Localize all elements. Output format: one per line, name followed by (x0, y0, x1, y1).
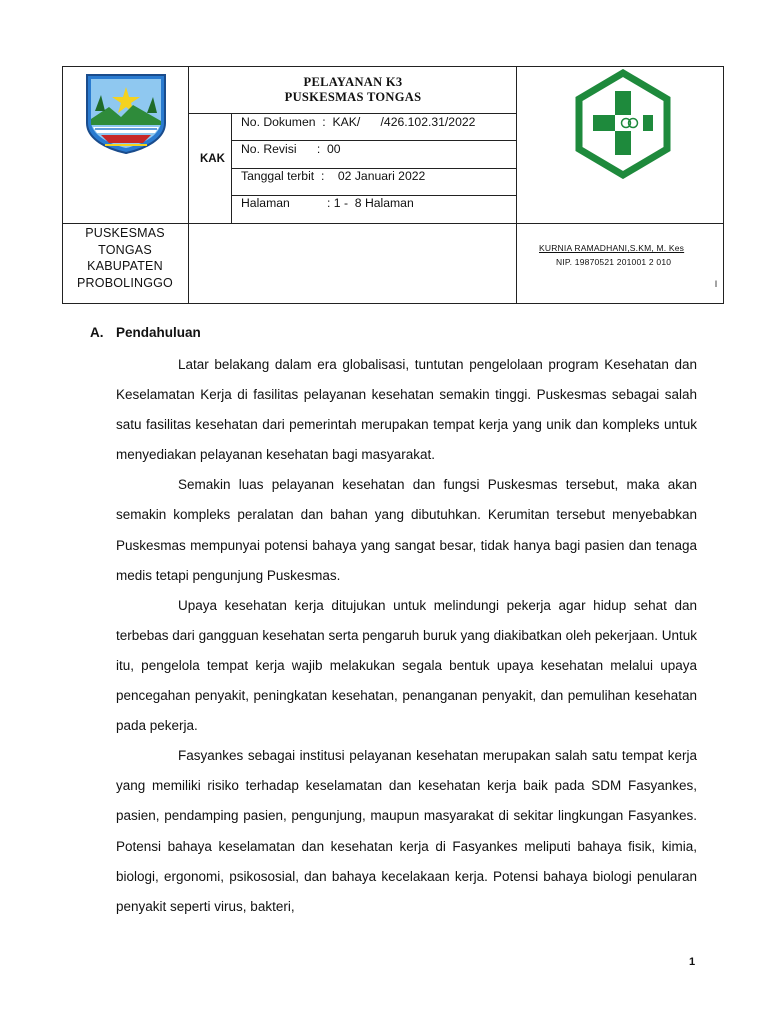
row-divider (188, 113, 517, 114)
signatory-nip: NIP. 19870521 201001 2 010 (556, 257, 672, 267)
revision-row: No. Revisi : 00 (241, 142, 341, 156)
document-header-table (62, 66, 724, 304)
puskesmas-logo-icon (573, 69, 673, 179)
issue-date-row: Tanggal terbit : 02 Januari 2022 (241, 169, 426, 183)
document-title (189, 67, 517, 113)
doc-number-row: No. Dokumen : KAK/ /426.102.31/2022 (241, 115, 476, 129)
paragraph: Upaya kesehatan kerja ditujukan untuk melindungi pekerja agar hidup sehat dan terbebas dari gangguan kesehatan serta pengaruh buruk yang diakibatkan oleh pekerjaan. Untuk itu, pengelola tempat kerja wajib melakukan segala bentuk upaya kesehatan melalui upaya pencegahan penyakit, peningkatan kesehatan, penanganan penyakit, dan pemulihan kesehatan pada pekerja. (116, 597, 697, 734)
org-line: KABUPATEN (87, 259, 163, 273)
signature-mark: l (715, 279, 717, 289)
page-number: 1 (689, 956, 696, 968)
org-line: PROBOLINGGO (77, 275, 173, 290)
paragraph: Fasyankes sebagai institusi pelayanan kesehatan merupakan salah satu tempat kerja yang memiliki risiko terhadap keselamatan dan kesehatan kerja baik pada SDM Fasyankes, pasien, pendamping pasien, pengunjung, maupun masyarakat di sekitar lingkungan Fasyankes. Potensi bahaya keselamatan dan kesehatan kerja di Fasyankes meliputi bahaya fisik, kimia, biologi, ergonomi, psikososial, dan bahaya kecelakaan kerja. Potensi bahaya biologi penularan penyakit seperti virus, bakteri, (116, 748, 697, 914)
organization-name (63, 223, 187, 305)
section-title: Pendahuluan (116, 325, 201, 340)
paragraph: Semakin luas pelayanan kesehatan dan fungsi Puskesmas tersebut, maka akan semakin kompleks peralatan dan bahan yang dibutuhkan. Kerumitan tersebut menyebabkan Puskesmas mempunyai potensi bahaya yang sangat besar, tidak hanya bagi pasien dan tenaga medis tetapi pengunjung Puskesmas. (116, 477, 697, 583)
section-heading (90, 325, 201, 340)
org-line: TONGAS (98, 242, 152, 257)
org-line: PUSKESMAS (85, 226, 165, 240)
page-count-row: Halaman : 1 - 8 Halaman (241, 196, 414, 210)
row-divider (231, 140, 517, 141)
document-type-label: KAK (200, 153, 225, 165)
signatory-name: KURNIA RAMADHANI,S.KM, M. Kes (539, 243, 685, 253)
section-letter: A. (90, 325, 104, 340)
paragraph: Latar belakang dalam era globalisasi, tuntutan pengelolaan program Kesehatan dan Keselamatan Kerja di fasilitas pelayanan kesehatan semakin tinggi. Puskesmas sebagai salah satu fasilitas kesehatan dari pemerintah merupakan tempat kerja yang unik dan kompleks untuk menyediakan pelayanan kesehatan bagi masyarakat. (116, 357, 697, 463)
probolinggo-regency-emblem-icon (83, 71, 169, 155)
title-line-1: PELAYANAN K3 (303, 75, 403, 89)
section-body (116, 350, 697, 922)
title-line-2: PUSKESMAS TONGAS (284, 90, 422, 104)
